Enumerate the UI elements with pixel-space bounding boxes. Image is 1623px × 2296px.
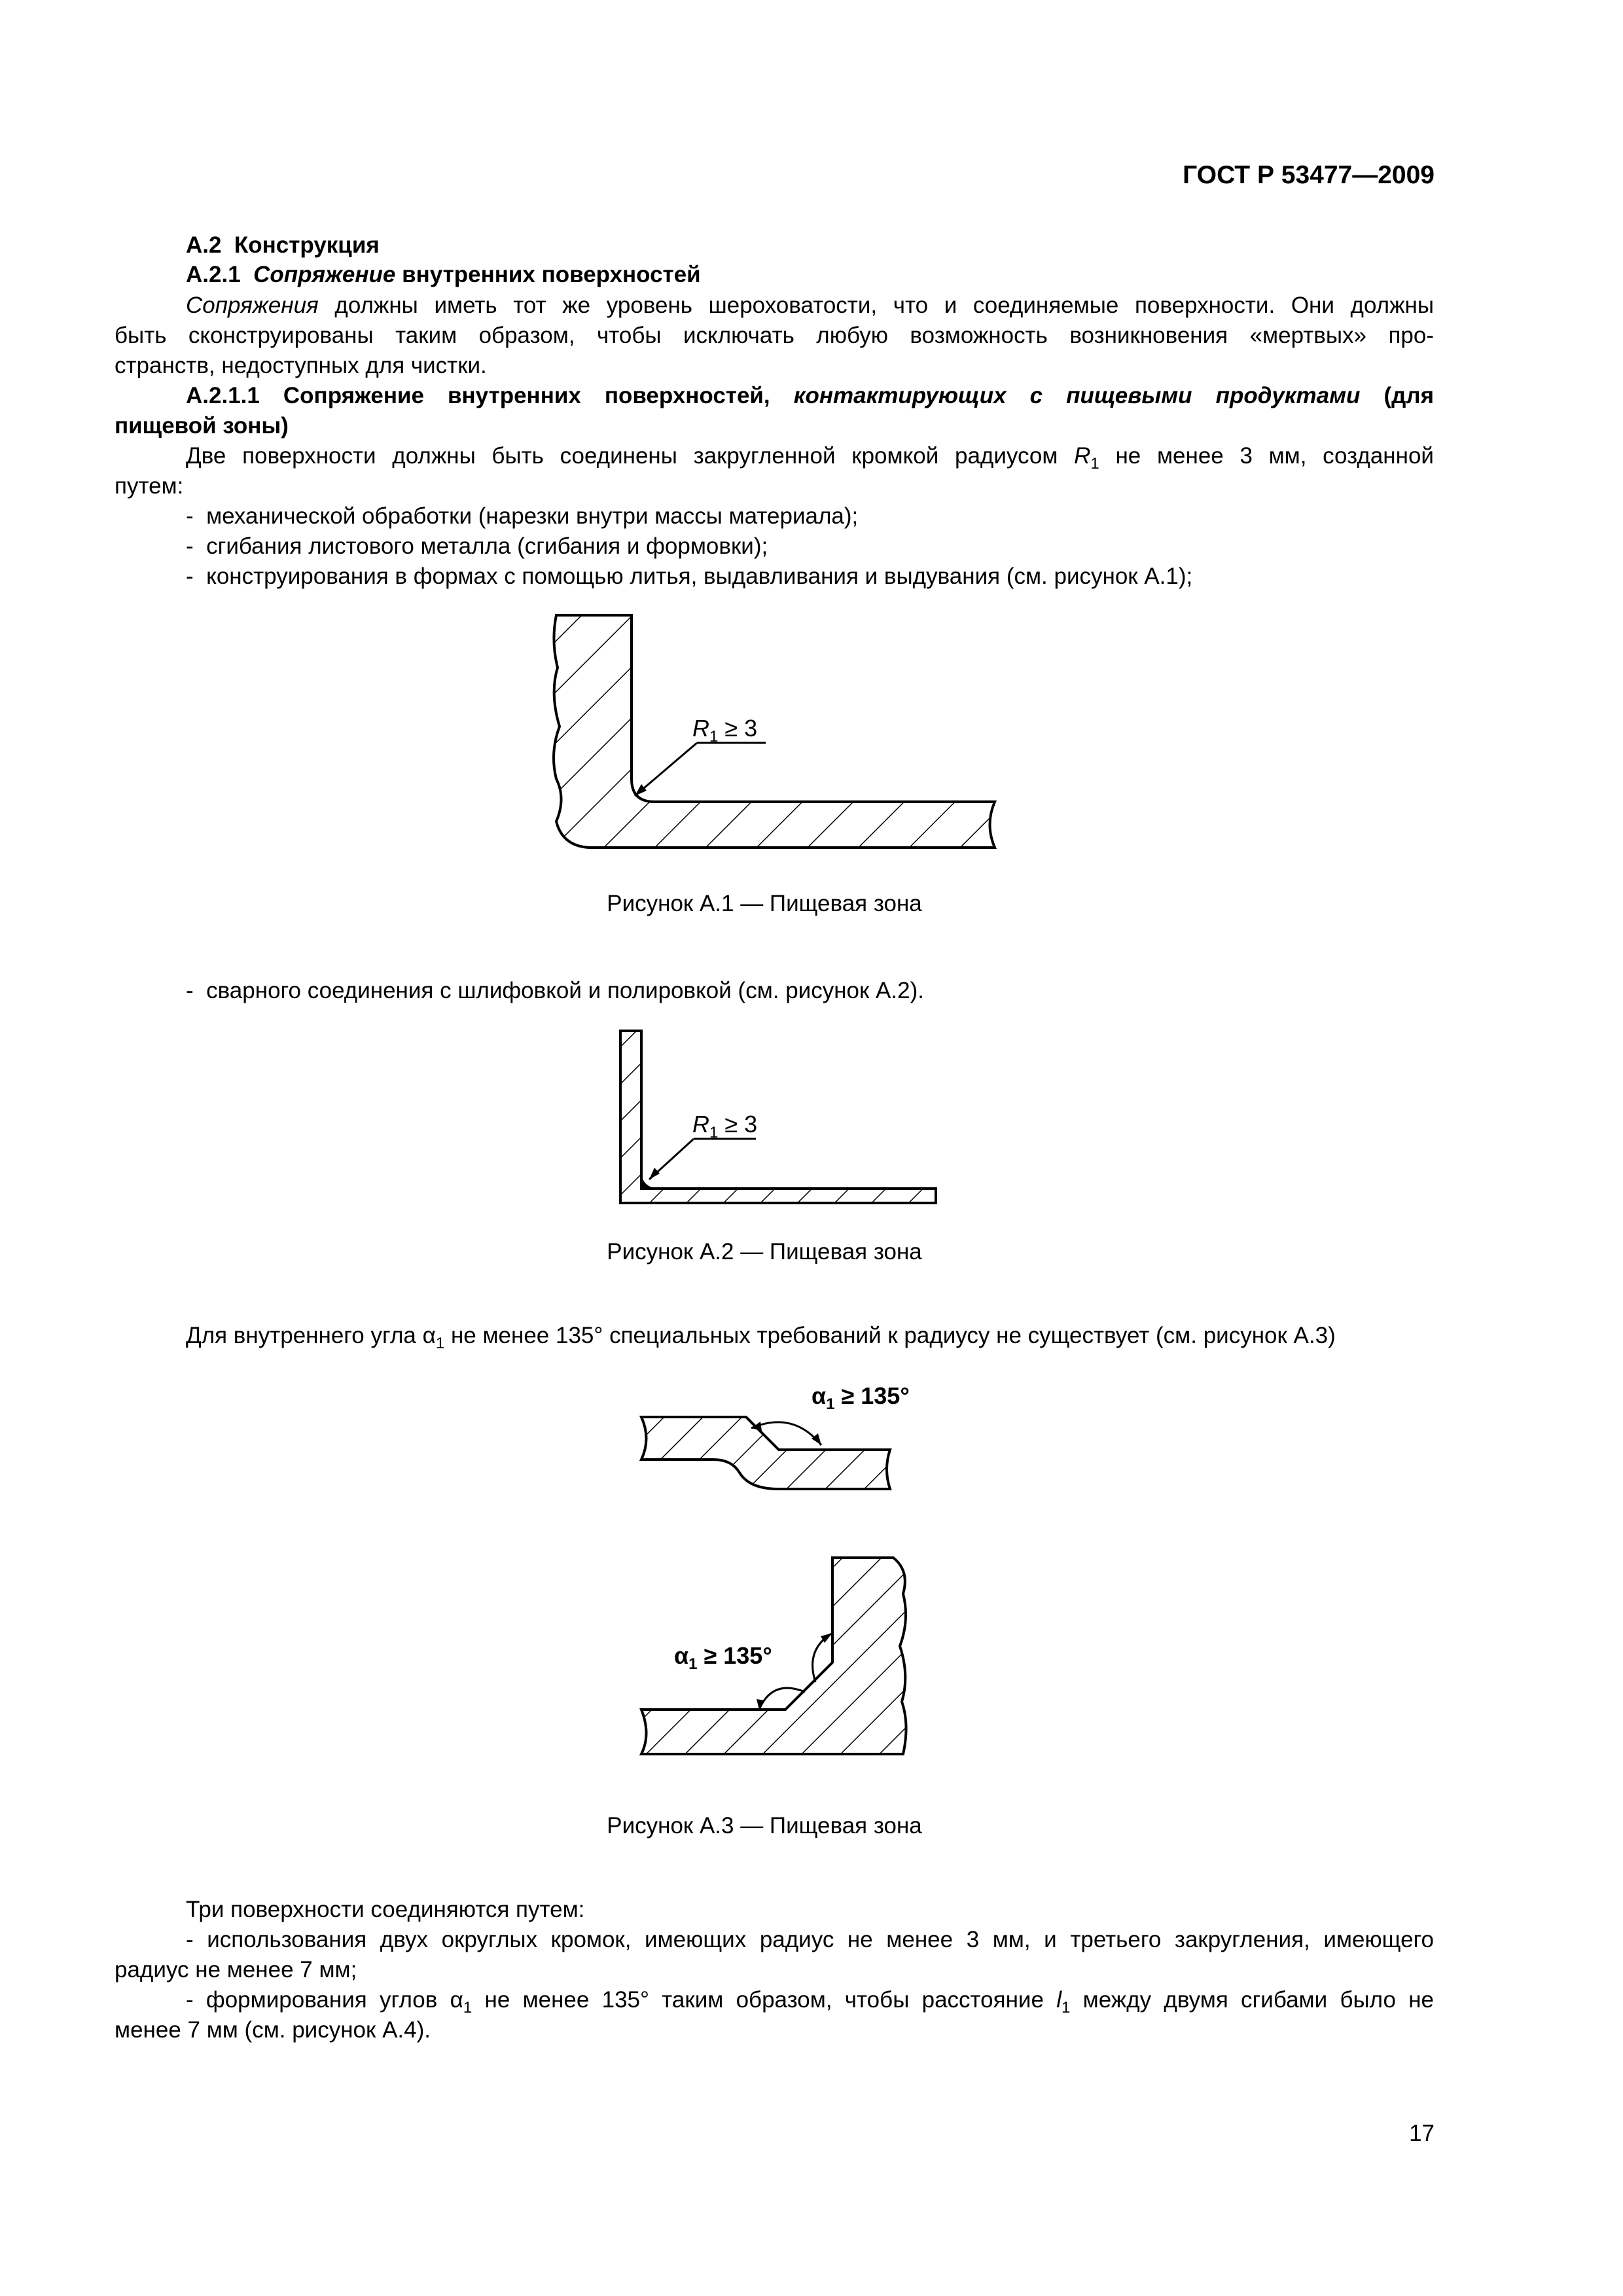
- text: между двумя сгибами было не: [1082, 1987, 1434, 2013]
- figure-a3-lower: [622, 1545, 923, 1787]
- list-item-continuation: менее 7 мм (см. рисунок А.4).: [115, 2017, 431, 2043]
- clause-title: А.2.1.1 Сопряжение внутренних поверхностей,: [186, 383, 770, 408]
- list-item: - сгибания листового металла (сгибания и формовки);: [186, 533, 768, 559]
- term-italic: Сопряжения: [186, 293, 319, 318]
- subscript: 1: [435, 1335, 445, 1352]
- text: Две поверхности должны быть соединены закругленной кромкой радиусом: [186, 443, 1058, 469]
- figure-a3-caption: Рисунок А.3 — Пищевая зона: [607, 1813, 922, 1839]
- list-item: - механической обработки (нарезки внутри массы материала);: [186, 503, 859, 529]
- paragraph-line: путем:: [115, 473, 184, 499]
- symbol-alpha: α: [450, 1987, 463, 2013]
- text: не менее 135° специальных требований к радиусу не существует (см. рисунок А.3): [450, 1323, 1336, 1348]
- subscript: 1: [1061, 1999, 1071, 2017]
- section-title: Конструкция: [234, 232, 380, 258]
- figure-a2: [609, 1021, 949, 1217]
- figure-a1: [543, 602, 1001, 864]
- figure-a1-caption: Рисунок А.1 — Пищевая зона: [607, 891, 922, 916]
- subsection-title-italic: Сопряжение: [253, 262, 396, 287]
- text: должны иметь тот же уровень шероховатости, что и соединяемые поверхности. Они должны: [334, 293, 1435, 318]
- text: Для внутреннего угла: [186, 1323, 416, 1348]
- subsection-number: А.2.1: [186, 262, 241, 287]
- list-item-text: сгибания листового металла (сгибания и формовки);: [206, 533, 768, 559]
- list-item: - сварного соединения с шлифовкой и полировкой (см. рисунок А.2).: [186, 978, 924, 1003]
- figure-a3-upper: [622, 1381, 923, 1532]
- document-header: ГОСТ Р 53477—2009: [1183, 161, 1435, 189]
- figure-a1-label: $R_1 \ge 3$: [692, 715, 758, 745]
- figure-a2-label: $R_1 \ge 3$: [692, 1111, 758, 1141]
- figure-a3-lower-label: $\alpha_1 \ge 135^\circ$: [674, 1642, 772, 1673]
- paragraph-line: [186, 291, 1434, 321]
- page-number: 17: [1409, 2121, 1435, 2146]
- symbol-alpha: α: [422, 1323, 436, 1348]
- section-number: А.2: [186, 232, 222, 258]
- subscript: 1: [463, 1999, 473, 2017]
- figure-a2-caption: Рисунок А.2 — Пищевая зона: [607, 1239, 922, 1265]
- symbol-l: l: [1056, 1987, 1062, 2013]
- subscript: 1: [1090, 455, 1099, 473]
- paragraph-line: [186, 1321, 1336, 1359]
- clause-title-italic: контактирующих с пищевыми продуктами: [793, 383, 1361, 408]
- figure-a2-outline: [620, 1031, 936, 1203]
- paragraph-line: странств, недоступных для чистки.: [115, 353, 487, 378]
- paragraph-line: [186, 441, 1434, 479]
- text: не менее 135° таким образом, чтобы расстояние: [484, 1987, 1044, 2013]
- section-heading-a2: [186, 230, 380, 260]
- list-item-text: конструирования в формах с помощью литья, выдавливания и выдувания (см. рисунок А.1);: [206, 564, 1193, 589]
- list-item-text: механической обработки (нарезки внутри массы материала);: [206, 503, 859, 529]
- paragraph-line: Три поверхности соединяются путем:: [186, 1897, 585, 1922]
- subsection-heading-a21: [186, 260, 701, 290]
- symbol-R: R: [1074, 443, 1091, 469]
- list-item-continuation: радиус не менее 7 мм;: [115, 1957, 357, 1982]
- text: не менее 3 мм, созданной: [1115, 443, 1434, 469]
- subsection-title: внутренних поверхностей: [402, 262, 701, 287]
- text: - формирования углов: [186, 1987, 438, 2013]
- list-item-text: сварного соединения с шлифовкой и полировкой (см. рисунок А.2).: [206, 978, 924, 1003]
- figure-a3-upper-label: $\alpha_1 \ge 135^\circ$: [812, 1382, 910, 1413]
- paragraph-line: быть сконструированы таким образом, чтобы исключать любую возможность возникновения «мертвых» про-: [115, 323, 1434, 348]
- clause-title-end: (для: [1383, 383, 1434, 408]
- clause-heading-a211: [186, 381, 1434, 411]
- list-item: - конструирования в формах с помощью литья, выдавливания и выдувания (см. рисунок А.1);: [186, 564, 1193, 589]
- clause-heading-line2: пищевой зоны): [115, 413, 289, 439]
- list-item: - использования двух округлых кромок, имеющих радиус не менее 3 мм, и третьего закругления, имеющего: [186, 1927, 1434, 1952]
